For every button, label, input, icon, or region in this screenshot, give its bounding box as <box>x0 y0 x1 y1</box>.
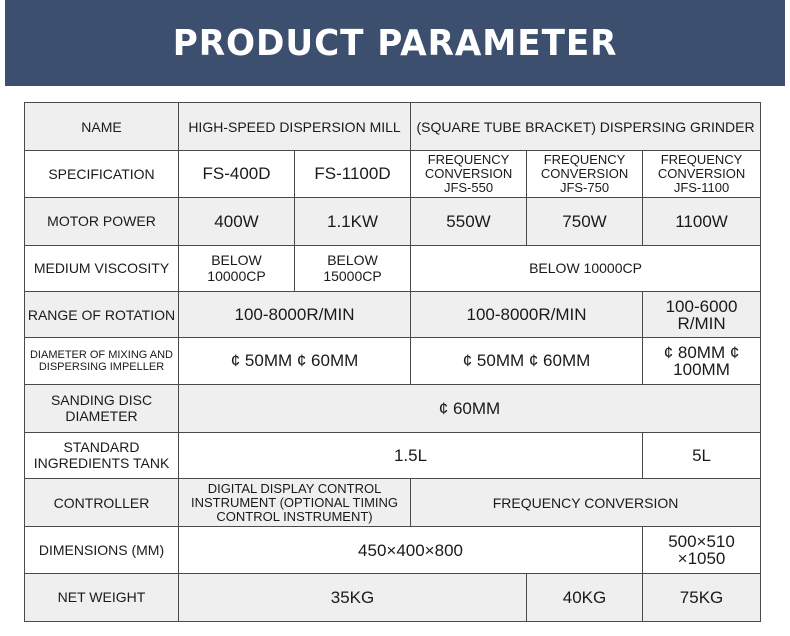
row-label: CONTROLLER <box>25 479 179 527</box>
cell-controller-fs: DIGITAL DISPLAY CONTROL INSTRUMENT (OPTIONAL TIMING CONTROL INSTRUMENT) <box>179 479 411 527</box>
row-label: MEDIUM VISCOSITY <box>25 245 179 291</box>
cell-weight-fs-jfs550: 35KG <box>179 573 527 621</box>
row-net-weight <box>25 573 761 621</box>
cell-viscosity-fs1100d: BELOW 15000CP <box>295 245 411 291</box>
cell-spec-jfs1100: FREQUENCY CONVERSION JFS-1100 <box>643 151 761 197</box>
cell-weight-jfs1100: 75KG <box>643 573 761 621</box>
row-name <box>25 103 761 151</box>
cell-spec-fs400d: FS-400D <box>179 151 295 197</box>
cell-impeller-fs: ¢ 50MM ¢ 60MM <box>179 338 411 384</box>
cell-viscosity-fs400d: BELOW 10000CP <box>179 245 295 291</box>
header-banner <box>5 0 785 86</box>
cell-spec-fs1100d: FS-1100D <box>295 151 411 197</box>
row-motor-power <box>25 197 761 245</box>
cell-power-jfs550: 550W <box>411 197 527 245</box>
cell-dimensions-most: 450×400×800 <box>179 527 643 573</box>
cell-dimensions-jfs1100: 500×510 ×1050 <box>643 527 761 573</box>
parameter-table <box>24 102 761 622</box>
page-title: PRODUCT PARAMETER <box>172 22 618 64</box>
cell-power-fs1100d: 1.1KW <box>295 197 411 245</box>
row-controller <box>25 479 761 527</box>
row-label: SPECIFICATION <box>25 151 179 197</box>
cell-spec-jfs750: FREQUENCY CONVERSION JFS-750 <box>527 151 643 197</box>
row-label: RANGE OF ROTATION <box>25 292 179 338</box>
cell-controller-jfs: FREQUENCY CONVERSION <box>411 479 761 527</box>
row-label: NAME <box>25 103 179 151</box>
cell-weight-jfs750: 40KG <box>527 573 643 621</box>
row-dimensions <box>25 527 761 573</box>
row-range-of-rotation <box>25 292 761 338</box>
row-impeller-diameter <box>25 338 761 384</box>
cell-rotation-jfs550-750: 100-8000R/MIN <box>411 292 643 338</box>
cell-tank-most: 1.5L <box>179 432 643 478</box>
cell-rotation-jfs1100: 100-6000 R/MIN <box>643 292 761 338</box>
cell-spec-jfs550: FREQUENCY CONVERSION JFS-550 <box>411 151 527 197</box>
row-ingredients-tank <box>25 432 761 478</box>
cell-power-jfs1100: 1100W <box>643 197 761 245</box>
cell-impeller-jfs550-750: ¢ 50MM ¢ 60MM <box>411 338 643 384</box>
row-label: NET WEIGHT <box>25 573 179 621</box>
cell-power-fs400d: 400W <box>179 197 295 245</box>
row-specification <box>25 151 761 197</box>
row-label: DIMENSIONS (MM) <box>25 527 179 573</box>
cell-mill-name: HIGH-SPEED DISPERSION MILL <box>179 103 411 151</box>
cell-power-jfs750: 750W <box>527 197 643 245</box>
cell-impeller-jfs1100: ¢ 80MM ¢ 100MM <box>643 338 761 384</box>
row-label: STANDARD INGREDIENTS TANK <box>25 432 179 478</box>
cell-sanding-disc-all: ¢ 60MM <box>179 384 761 432</box>
row-sanding-disc <box>25 384 761 432</box>
row-medium-viscosity <box>25 245 761 291</box>
row-label: DIAMETER OF MIXING AND DISPERSING IMPELLER <box>25 338 179 384</box>
cell-rotation-fs: 100-8000R/MIN <box>179 292 411 338</box>
cell-viscosity-jfs: BELOW 10000CP <box>411 245 761 291</box>
cell-grinder-name: (SQUARE TUBE BRACKET) DISPERSING GRINDER <box>411 103 761 151</box>
row-label: MOTOR POWER <box>25 197 179 245</box>
row-label: SANDING DISC DIAMETER <box>25 384 179 432</box>
cell-tank-jfs1100: 5L <box>643 432 761 478</box>
